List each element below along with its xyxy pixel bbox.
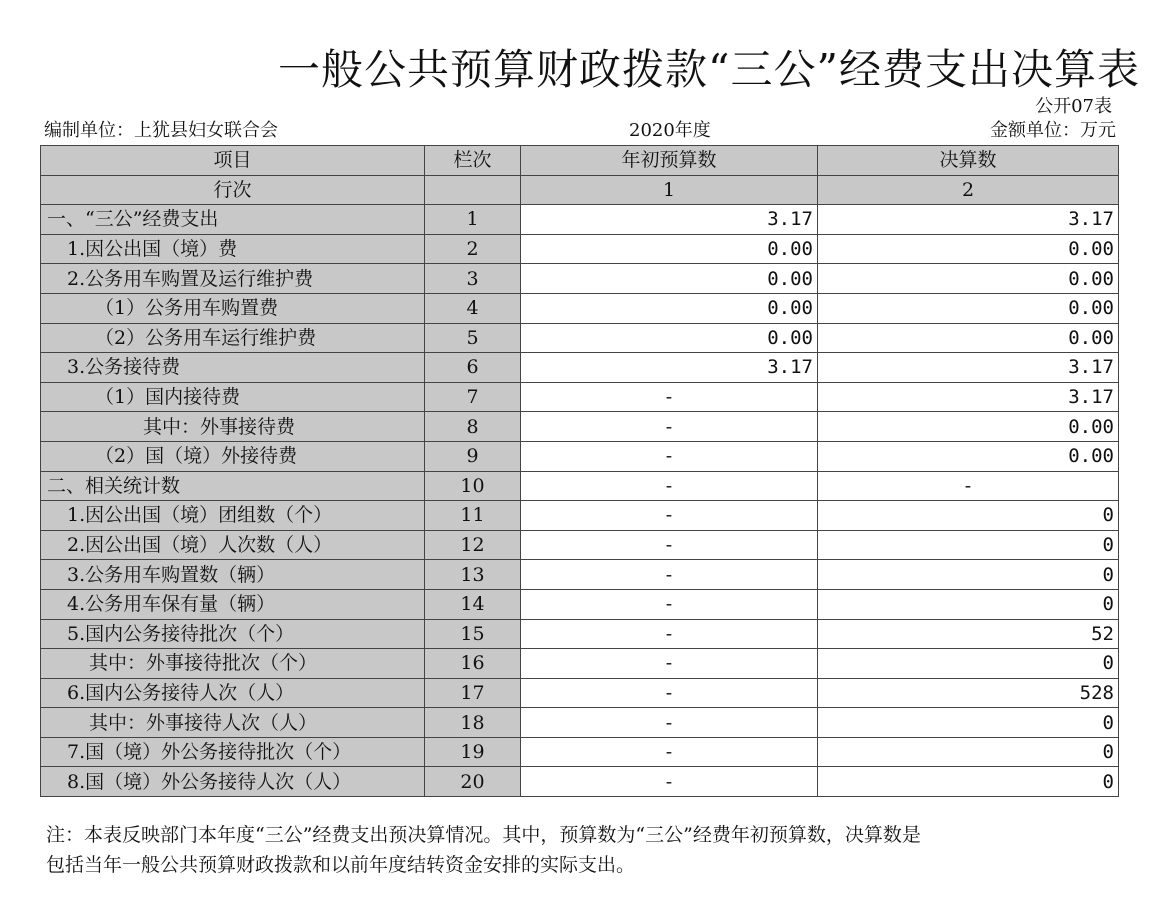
row-col: 14: [425, 589, 521, 619]
row-col: 18: [425, 708, 521, 738]
row-final: 0.00: [818, 323, 1119, 353]
fiscal-year: 2020年度: [629, 120, 711, 141]
row-budget: -: [521, 649, 818, 679]
table-row: [41, 234, 1119, 264]
row-budget: 0.00: [521, 293, 818, 323]
row-final: 3.17: [818, 205, 1119, 235]
meta-row: [44, 119, 1116, 143]
row-col: 2: [425, 234, 521, 264]
row-col: 10: [425, 471, 521, 501]
footnote: [46, 820, 1126, 880]
row-item: 5.国内公务接待批次（个）: [41, 619, 425, 649]
subheader-budget: 1: [521, 175, 818, 205]
table-row: [41, 382, 1119, 412]
row-final: 0: [818, 501, 1119, 531]
table-row: [41, 737, 1119, 767]
row-final: 0.00: [818, 293, 1119, 323]
row-budget: -: [521, 412, 818, 442]
row-final: 0: [818, 767, 1119, 797]
table-row: [41, 205, 1119, 235]
subheader-col: [425, 175, 521, 205]
row-item: 其中：外事接待费: [41, 412, 425, 442]
table-row: [41, 530, 1119, 560]
compiling-unit: 编制单位：上犹县妇女联合会: [44, 120, 278, 141]
row-final: 52: [818, 619, 1119, 649]
table-row: [41, 353, 1119, 383]
expenditure-table: [40, 145, 1119, 797]
row-col: 11: [425, 501, 521, 531]
table-row: [41, 767, 1119, 797]
row-col: 7: [425, 382, 521, 412]
subheader-row: [41, 175, 1119, 205]
page-title: 一般公共预算财政拨款“三公”经费支出决算表: [278, 45, 1140, 94]
row-col: 17: [425, 678, 521, 708]
table-row: [41, 708, 1119, 738]
row-item: 8.国（境）外公务接待人次（人）: [41, 767, 425, 797]
row-budget: -: [521, 382, 818, 412]
header-final: 决算数: [818, 146, 1119, 176]
row-final: 0: [818, 649, 1119, 679]
row-final: 0.00: [818, 264, 1119, 294]
row-col: 12: [425, 530, 521, 560]
row-item: 1.因公出国（境）费: [41, 234, 425, 264]
header-row: [41, 146, 1119, 176]
row-col: 13: [425, 560, 521, 590]
row-budget: 0.00: [521, 323, 818, 353]
row-col: 9: [425, 441, 521, 471]
header-item: 项目: [41, 146, 425, 176]
table-row: [41, 589, 1119, 619]
table-row: [41, 412, 1119, 442]
row-item: （2）公务用车运行维护费: [41, 323, 425, 353]
row-col: 6: [425, 353, 521, 383]
row-item: 7.国（境）外公务接待批次（个）: [41, 737, 425, 767]
row-col: 3: [425, 264, 521, 294]
row-item: 3.公务接待费: [41, 353, 425, 383]
row-final: 0: [818, 589, 1119, 619]
row-final: 3.17: [818, 382, 1119, 412]
row-item: 2.因公出国（境）人次数（人）: [41, 530, 425, 560]
row-item: 2.公务用车购置及运行维护费: [41, 264, 425, 294]
table-row: [41, 560, 1119, 590]
row-item: 其中：外事接待人次（人）: [41, 708, 425, 738]
row-col: 15: [425, 619, 521, 649]
row-col: 4: [425, 293, 521, 323]
row-budget: 0.00: [521, 234, 818, 264]
header-budget: 年初预算数: [521, 146, 818, 176]
row-final: 3.17: [818, 353, 1119, 383]
row-col: 16: [425, 649, 521, 679]
row-budget: -: [521, 560, 818, 590]
subheader-item: 行次: [41, 175, 425, 205]
row-col: 8: [425, 412, 521, 442]
row-budget: -: [521, 589, 818, 619]
table-row: [41, 471, 1119, 501]
table-row: [41, 323, 1119, 353]
row-budget: -: [521, 767, 818, 797]
row-final: 0: [818, 737, 1119, 767]
row-final: 0: [818, 708, 1119, 738]
table-row: [41, 264, 1119, 294]
footnote-line-1: 注：本表反映部门本年度“三公”经费支出预决算情况。其中，预算数为“三公”经费年初预算数，决算数是: [46, 824, 921, 846]
row-budget: -: [521, 678, 818, 708]
row-final: 0.00: [818, 412, 1119, 442]
row-budget: 3.17: [521, 205, 818, 235]
row-budget: -: [521, 471, 818, 501]
row-col: 19: [425, 737, 521, 767]
row-item: （1）国内接待费: [41, 382, 425, 412]
row-col: 20: [425, 767, 521, 797]
table-row: [41, 619, 1119, 649]
row-budget: -: [521, 708, 818, 738]
row-final: -: [818, 471, 1119, 501]
row-item: （2）国（境）外接待费: [41, 441, 425, 471]
row-final: 0: [818, 530, 1119, 560]
row-final: 0.00: [818, 234, 1119, 264]
row-item: 1.因公出国（境）团组数（个）: [41, 501, 425, 531]
row-item: 其中：外事接待批次（个）: [41, 649, 425, 679]
table-row: [41, 678, 1119, 708]
row-budget: 3.17: [521, 353, 818, 383]
row-budget: -: [521, 530, 818, 560]
row-item: 3.公务用车购置数（辆）: [41, 560, 425, 590]
row-final: 0: [818, 560, 1119, 590]
row-col: 5: [425, 323, 521, 353]
row-budget: 0.00: [521, 264, 818, 294]
row-final: 528: [818, 678, 1119, 708]
table-row: [41, 441, 1119, 471]
table-row: [41, 293, 1119, 323]
table-row: [41, 501, 1119, 531]
row-budget: -: [521, 737, 818, 767]
row-budget: -: [521, 501, 818, 531]
amount-unit: 金额单位：万元: [990, 120, 1116, 141]
table-row: [41, 649, 1119, 679]
row-budget: -: [521, 441, 818, 471]
row-final: 0.00: [818, 441, 1119, 471]
row-col: 1: [425, 205, 521, 235]
header-col: 栏次: [425, 146, 521, 176]
form-code: 公开07表: [1035, 96, 1112, 117]
row-item: 4.公务用车保有量（辆）: [41, 589, 425, 619]
footnote-line-2: 包括当年一般公共预算财政拨款和以前年度结转资金安排的实际支出。: [46, 854, 636, 876]
row-item: 二、相关统计数: [41, 471, 425, 501]
subheader-final: 2: [818, 175, 1119, 205]
row-item: 一、“三公”经费支出: [41, 205, 425, 235]
row-item: 6.国内公务接待人次（人）: [41, 678, 425, 708]
row-item: （1）公务用车购置费: [41, 293, 425, 323]
row-budget: -: [521, 619, 818, 649]
